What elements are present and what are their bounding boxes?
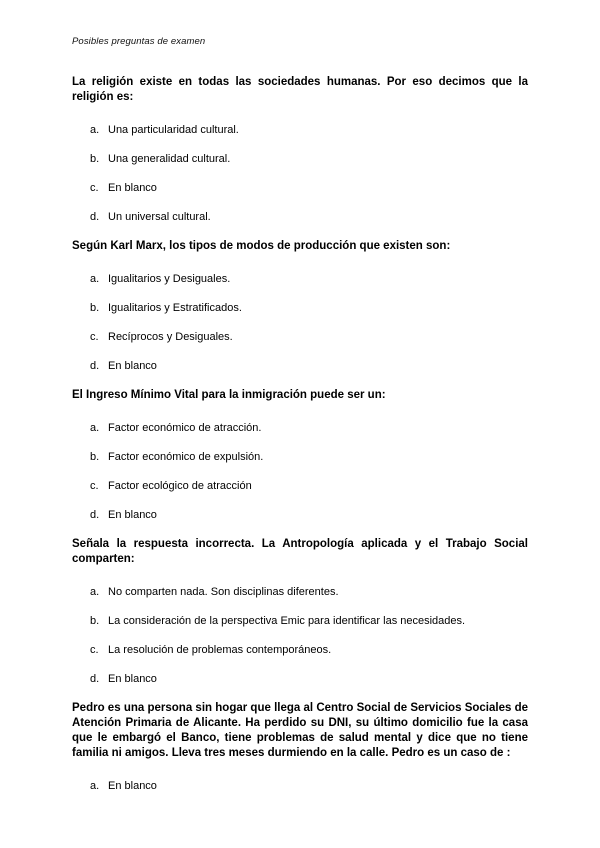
option-b [90, 450, 528, 464]
option-letter: d. [90, 360, 100, 372]
option-text: Factor económico de atracción. [108, 422, 262, 434]
option-text: Factor económico de expulsión. [108, 451, 264, 463]
option-c [90, 479, 528, 493]
option-text: Una particularidad cultural. [108, 124, 239, 136]
option-letter: a. [90, 273, 100, 285]
option-d [90, 359, 528, 373]
option-a [90, 123, 528, 137]
option-text: En blanco [108, 182, 157, 194]
option-text: En blanco [108, 509, 157, 521]
option-letter: b. [90, 615, 100, 627]
option-text: Una generalidad cultural. [108, 153, 231, 165]
option-d [90, 672, 528, 686]
option-letter: b. [90, 451, 100, 463]
option-letter: c. [90, 480, 99, 492]
option-c [90, 181, 528, 195]
option-letter: a. [90, 586, 100, 598]
options-list [72, 272, 528, 373]
option-text: Igualitarios y Estratificados. [108, 302, 242, 314]
option-letter: d. [90, 673, 100, 685]
option-a [90, 779, 528, 793]
question-text: Según Karl Marx, los tipos de modos de producción que existen son: [72, 240, 451, 252]
options-list [72, 585, 528, 686]
option-a [90, 421, 528, 435]
option-a [90, 585, 528, 599]
option-letter: a. [90, 124, 100, 136]
option-letter: c. [90, 182, 99, 194]
option-letter: a. [90, 780, 100, 792]
option-text: La resolución de problemas contemporáneos. [108, 644, 332, 656]
option-text: Igualitarios y Desiguales. [108, 273, 231, 285]
option-d [90, 210, 528, 224]
option-c [90, 643, 528, 657]
option-d [90, 508, 528, 522]
option-text: Recíprocos y Desiguales. [108, 331, 233, 343]
option-a [90, 272, 528, 286]
question-text: Señala la respuesta incorrecta. La Antropología aplicada y el Trabajo Social comparten: [72, 538, 528, 565]
option-letter: c. [90, 331, 99, 343]
option-letter: c. [90, 644, 99, 656]
option-text: Un universal cultural. [108, 211, 211, 223]
option-text: La consideración de la perspectiva Emic para identificar las necesidades. [108, 615, 466, 627]
option-text: No comparten nada. Son disciplinas diferentes. [108, 586, 339, 598]
options-list [72, 123, 528, 224]
option-text: En blanco [108, 780, 157, 792]
option-b [90, 152, 528, 166]
question-text: Pedro es una persona sin hogar que llega al Centro Social de Servicios Sociales de Atención Primaria de Alicante. Ha perdido su DNI, su último domicilio fue la casa que le embargó el Banco, tiene problemas de salud mental y dice que no tiene familia ni amigos. Lleva tres meses durmiendo en la calle. Pedro es un caso de : [72, 702, 528, 759]
option-b [90, 301, 528, 315]
option-letter: b. [90, 153, 100, 165]
option-letter: d. [90, 509, 100, 521]
options-list [72, 779, 528, 793]
question-5 [72, 701, 528, 793]
question-1 [72, 75, 528, 224]
option-letter: d. [90, 211, 100, 223]
page-header: Posibles preguntas de examen [72, 36, 206, 47]
question-text: El Ingreso Mínimo Vital para la inmigración puede ser un: [72, 389, 386, 401]
option-text: En blanco [108, 360, 157, 372]
question-text: La religión existe en todas las sociedades humanas. Por eso decimos que la religión es: [72, 76, 528, 103]
option-c [90, 330, 528, 344]
question-4 [72, 537, 528, 686]
option-text: En blanco [108, 673, 157, 685]
options-list [72, 421, 528, 522]
option-letter: a. [90, 422, 100, 434]
option-b [90, 614, 528, 628]
question-2 [72, 239, 528, 373]
option-text: Factor ecológico de atracción [108, 480, 252, 492]
question-3 [72, 388, 528, 522]
option-letter: b. [90, 302, 100, 314]
